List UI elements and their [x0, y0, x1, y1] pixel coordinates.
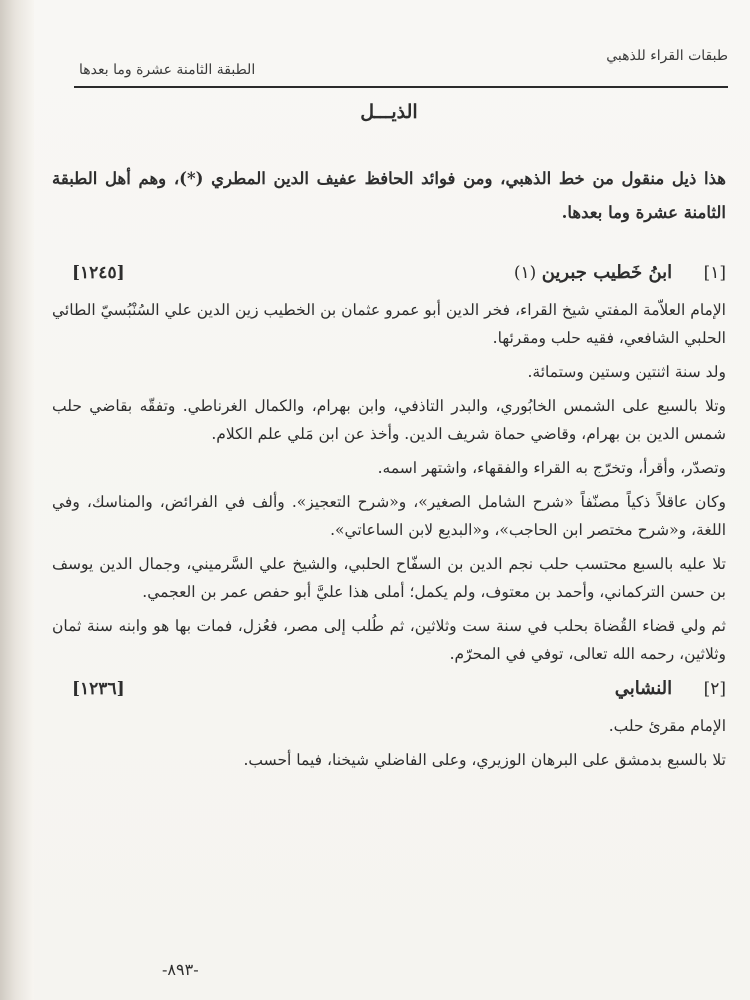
entry-sequence-id: [٢]: [703, 679, 726, 699]
entry: [52, 672, 726, 774]
entry-heading: [52, 672, 726, 706]
entry-name: ابنُ خَطيب جبرين: [541, 262, 673, 283]
entry: [52, 256, 726, 668]
entry-number: [١٢٣٦]: [72, 679, 125, 699]
header-rule: [74, 86, 728, 88]
entry-footnote-ref: (١): [513, 263, 537, 283]
running-header: [74, 40, 728, 88]
header-section-title: الطبقة الثامنة عشرة وما بعدها: [79, 62, 256, 78]
entry-paragraph: ثم ولي قضاء القُضاة بحلب في سنة ست وثلاثين، ثم طُلب إلى مصر، فعُزل، فمات بها هو وابنه سنة ثمان وثلاثين، رحمه الله تعالى، توفي في المحرّم.: [52, 617, 726, 663]
entry-paragraph: وكان عاقلاً ذكياً مصنّفاً «شرح الشامل الصغير»، و«شرح التعجيز». وألف في الفرائض، والمناسك، وفي اللغة، و«شرح مختصر ابن الحاجب»، و«البديع لابن الساعاتي».: [52, 493, 726, 539]
entry-paragraph: تلا عليه بالسبع محتسب حلب نجم الدين بن السفّاح الحلبي، والشيخ علي السَّرميني، وجمال الدين يوسف بن حسن التركماني، وأحمد بن معتوف، ولم يكمل؛ أملى هذا عليَّ أبو حفص عمر بن العجمي.: [52, 555, 726, 601]
entry-paragraph: الإمام مقرئ حلب.: [608, 717, 726, 735]
entry-number: [١٢٤٥]: [72, 263, 125, 283]
page-edge-shadow: [0, 0, 34, 1000]
entry-paragraph: تلا بالسبع بدمشق على البرهان الوزيري، وعلى الفاضلي شيخنا، فيما أحسب.: [243, 751, 726, 769]
page-number: -٨٩٣-: [162, 960, 199, 979]
entry-paragraph: الإمام العلاّمة المفتي شيخ القراء، فخر الدين أبو عمرو عثمان بن الخطيب زين الدين علي السُنْبُسيّ الطائي الحلبي الشافعي، فقيه حلب ومقرئها.: [52, 301, 726, 347]
page-content: [52, 92, 726, 774]
section-title: الذيـــل: [360, 101, 418, 123]
section-intro: هذا ذيل منقول من خط الذهبي، ومن فوائد الحافظ عفيف الدين المطري (*)، وهم أهل الطبقة الثامنة عشرة وما بعدها.: [52, 169, 726, 222]
entry-paragraph: وتلا بالسبع على الشمس الخابُوري، والبدر التاذفي، وابن بهرام، والكمال الغرناطي. وتفقّه بقاضي حلب شمس الدين بن بهرام، وقاضي حماة شريف الدين. وأخذ عن ابن مَلي علم الكلام.: [52, 397, 726, 443]
entry-paragraph: وتصدّر، وأقرأ، وتخرّج به القراء والفقهاء، واشتهر اسمه.: [377, 459, 726, 477]
header-book-title: طبقات القراء للذهبي: [606, 48, 728, 64]
entry-heading: [52, 256, 726, 290]
entry-sequence-id: [١]: [703, 263, 726, 283]
entry-paragraph: ولد سنة اثنتين وستين وستمائة.: [527, 363, 726, 381]
entry-name: النشابي: [614, 678, 673, 699]
